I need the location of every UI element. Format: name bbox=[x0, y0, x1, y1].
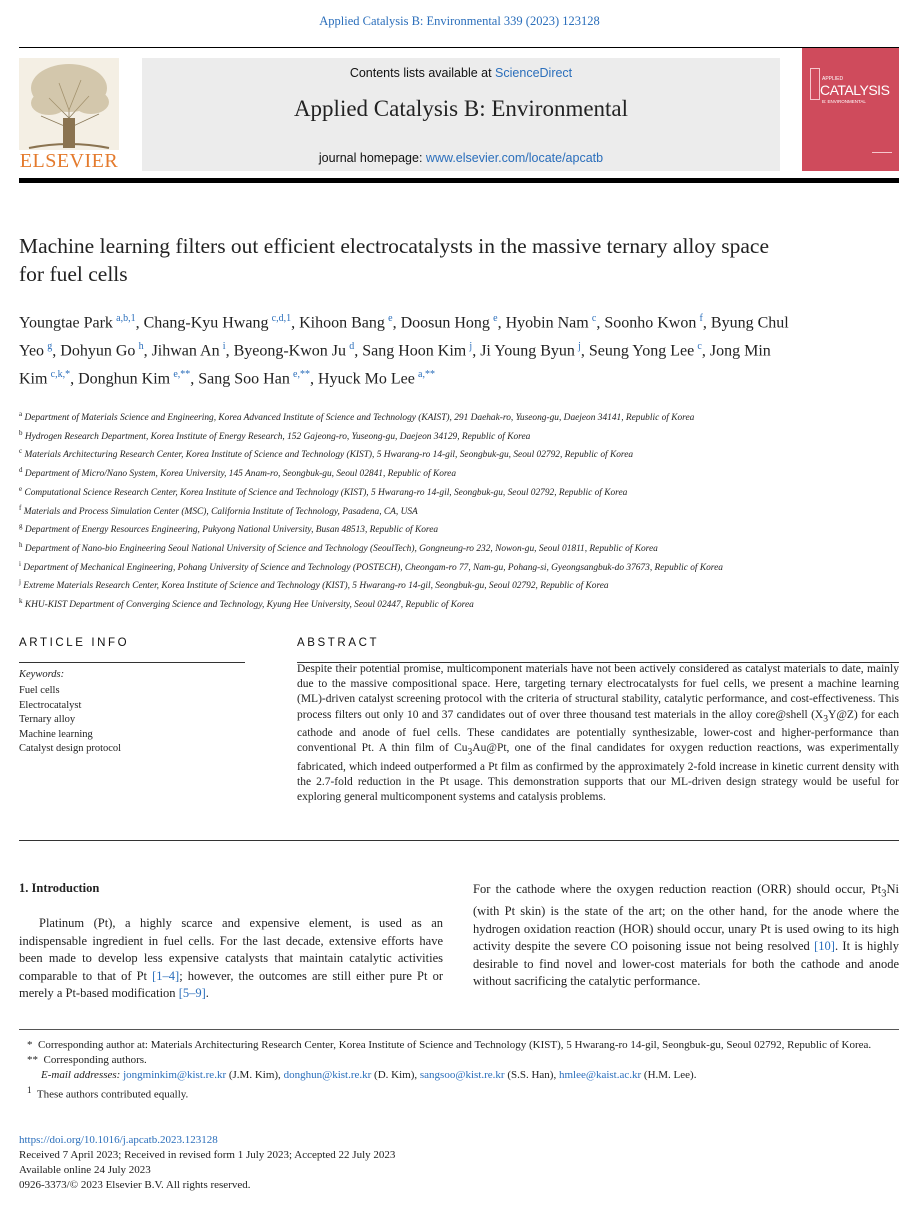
doi-link[interactable]: https://doi.org/10.1016/j.apcatb.2023.123128 bbox=[19, 1134, 218, 1146]
email-owner: (H.M. Lee). bbox=[641, 1069, 697, 1081]
header-top-rule bbox=[19, 47, 899, 48]
reference-link-5-9[interactable]: [5–9] bbox=[178, 986, 206, 1000]
available-online: Available online 24 July 2023 bbox=[19, 1164, 151, 1176]
keywords-label: Keywords: bbox=[19, 669, 65, 680]
email-owner: (D. Kim), bbox=[371, 1069, 420, 1081]
affiliation-key: i bbox=[19, 559, 21, 568]
header-bottom-rule bbox=[19, 178, 899, 183]
affiliation-item bbox=[19, 463, 789, 482]
author-separator: , bbox=[701, 342, 710, 360]
author-separator: , bbox=[135, 314, 144, 332]
footnote-email-addresses bbox=[19, 1068, 899, 1083]
abstract-sub-2: 3 bbox=[467, 746, 473, 758]
keyword-item: Catalyst design protocol bbox=[19, 743, 122, 755]
homepage-prefix: journal homepage: bbox=[318, 151, 426, 165]
email-owner: (S.S. Han), bbox=[504, 1069, 559, 1081]
affiliation-item bbox=[19, 501, 789, 520]
author-separator: , bbox=[392, 314, 401, 332]
affiliation-text: Department of Nano-bio Engineering Seoul National University of Science and Technology (SeoulTech), Gongneung-ro 232, Nowon-gu, Seoul 01811, Republic of Korea bbox=[24, 544, 658, 555]
author-name: Dohyun Go bbox=[60, 342, 136, 360]
article-title: Machine learning filters out efficient electrocatalysts in the massive ternary alloy space for fuel cells bbox=[19, 234, 770, 286]
keyword-item: Fuel cells bbox=[19, 685, 60, 696]
cover-subtitle: B: ENVIRONMENTAL bbox=[822, 99, 866, 104]
author-name: Chang-Kyu Hwang bbox=[143, 314, 269, 332]
author-affiliation-marker[interactable]: j bbox=[469, 340, 473, 352]
email-link[interactable]: hmlee@kaist.ac.kr bbox=[558, 1069, 642, 1081]
reference-link-10[interactable]: [10] bbox=[814, 939, 835, 953]
affiliation-item bbox=[19, 444, 789, 463]
author-name: Doosun Hong bbox=[400, 314, 490, 332]
affiliation-text: Department of Mechanical Engineering, Pohang University of Science and Technology (POSTECH), Cheongam-ro 77, Nam-gu, Pohang-si, Gyeongsangbuk-do 37673, Republic of Korea bbox=[23, 562, 723, 573]
author-affiliation-marker[interactable]: j bbox=[578, 340, 581, 352]
author-affiliation-marker[interactable]: i bbox=[222, 340, 226, 352]
footnote-star-mark: * bbox=[27, 1039, 33, 1051]
author-separator: , bbox=[354, 342, 363, 360]
author-name: Jong Min Kim bbox=[19, 342, 771, 387]
affiliation-item bbox=[19, 407, 789, 426]
author-affiliation-marker[interactable]: e,** bbox=[293, 368, 310, 380]
affiliation-list bbox=[19, 407, 789, 613]
author-affiliation-marker[interactable]: e,** bbox=[173, 368, 191, 380]
journal-homepage-link[interactable]: www.elsevier.com/locate/apcatb bbox=[425, 151, 604, 165]
author-name: Jihwan An bbox=[151, 342, 220, 360]
author-name: Hyobin Nam bbox=[505, 314, 589, 332]
author-name: Seung Yong Lee bbox=[588, 342, 695, 360]
author-affiliation-marker[interactable]: g bbox=[47, 340, 53, 352]
intro-right-sub: 3 bbox=[881, 888, 887, 900]
affiliation-key: j bbox=[19, 578, 21, 587]
publisher-name: ELSEVIER bbox=[19, 150, 119, 172]
affiliation-text: Computational Science Research Center, Korea Institute of Science and Technology (KIST), 5 Hwarang-ro 14-gil, Seongbuk-gu, Seoul 02792, Republic of Korea bbox=[24, 488, 628, 498]
author-affiliation-marker[interactable]: e bbox=[388, 313, 393, 324]
cover-line bbox=[872, 152, 892, 153]
author-name: Soonho Kwon bbox=[604, 314, 697, 332]
affiliation-item bbox=[19, 594, 789, 613]
email-link[interactable]: sangsoo@kist.re.kr bbox=[419, 1069, 505, 1081]
footnote-corresponding-authors bbox=[19, 1053, 899, 1068]
intro-right-text-a: For the cathode where the oxygen reduction reaction (ORR) should occur, Pt bbox=[473, 882, 882, 896]
keyword-item: Ternary alloy bbox=[19, 714, 76, 726]
abstract-part-1: Despite their potential promise, multicomponent materials have not been actively considered as catalyst materials to date, mainly due to the massive compositional space. Here, targeting ternary electrocatalysts for fuel cells, we present a machine learning (ML)-driven catalyst screening protocol with the criteria of structural stability, catalytic performance, and cost-effectiveness. This process filters out only 10 and 37 candidates out of over three thousand test materials in the alloy core@shell (X bbox=[297, 663, 899, 721]
author-name: Youngtae Park bbox=[19, 314, 113, 332]
abstract-heading: ABSTRACT bbox=[297, 637, 380, 649]
journal-cover-thumbnail[interactable] bbox=[802, 48, 899, 171]
author-separator: , bbox=[143, 342, 152, 360]
author-separator: , bbox=[225, 342, 234, 360]
author-name: Ji Young Byun bbox=[480, 342, 575, 360]
author-separator: , bbox=[702, 314, 711, 332]
affiliation-item bbox=[19, 482, 789, 501]
email-link[interactable]: jongminkim@kist.re.kr bbox=[123, 1069, 227, 1081]
abstract-part-3: Au@Pt, one of the final candidates for oxygen reduction reactions, was experimentally fabricated, which indeed outperformed a Pt film as confirmed by the approximately 2-fold increase in kinetic current density with the 2.7-fold reduction in the Pt usage. This demonstration supports that our ML-driven design strategy would be useful for exploring general multicomponent systems and catalysis problems. bbox=[297, 742, 899, 804]
author-separator: , bbox=[291, 314, 300, 332]
author-list bbox=[19, 307, 799, 390]
footnote-star-text: Corresponding author at: Materials Architecturing Research Center, Korea Institute of Science and Technology (KIST), 5 Hwarang-ro 14-gil, Seongbuk-gu, Seoul 02792, Republic of Korea. bbox=[38, 1039, 872, 1051]
affiliation-text: KHU-KIST Department of Converging Science and Technology, Kyung Hee University, Seoul 02447, Republic of Korea bbox=[24, 600, 474, 611]
affiliation-item bbox=[19, 575, 789, 594]
author-separator: , bbox=[472, 342, 481, 360]
footnote-equal-contribution bbox=[19, 1083, 899, 1103]
journal-name: Applied Catalysis B: Environmental bbox=[293, 96, 629, 121]
cover-ornament-icon bbox=[810, 68, 820, 100]
author-separator: , bbox=[190, 369, 199, 387]
email-owner: (J.M. Kim), bbox=[226, 1069, 284, 1081]
intro-left-paragraph bbox=[19, 915, 443, 1003]
affiliation-key: b bbox=[19, 428, 23, 437]
footnote-dstar-mark: ** bbox=[27, 1054, 38, 1066]
keyword-list bbox=[19, 684, 121, 757]
journal-banner bbox=[142, 58, 780, 171]
email-link[interactable]: donghun@kist.re.kr bbox=[283, 1069, 372, 1081]
author-name: Kihoon Bang bbox=[299, 314, 385, 332]
author-affiliation-marker[interactable]: d bbox=[349, 340, 355, 352]
author-separator: , bbox=[596, 314, 605, 332]
author-separator: , bbox=[52, 342, 61, 360]
keyword-item: Electrocatalyst bbox=[19, 699, 82, 711]
author-separator: , bbox=[497, 314, 506, 332]
intro-left-text-c: . bbox=[205, 986, 209, 1000]
affiliation-key: k bbox=[19, 597, 23, 606]
intro-right-text-b: Ni (with Pt skin) is the state of the art; on the other hand, for the anode where the hydrogen oxidation reaction (HOR) should occur, unary Pt is used owing to its high activity despite the severe CO poisoning issue not being resolved bbox=[473, 882, 899, 953]
author-separator: , bbox=[70, 369, 79, 387]
abstract-sub-1: 3 bbox=[823, 712, 829, 724]
author-affiliation-marker[interactable]: c bbox=[591, 313, 597, 324]
abstract-text bbox=[297, 662, 899, 805]
author-name: Sang Hoon Kim bbox=[362, 342, 467, 360]
introduction-heading: 1. Introduction bbox=[19, 881, 100, 895]
affiliation-item bbox=[19, 426, 789, 445]
contents-prefix: Contents lists available at bbox=[349, 66, 496, 80]
author-name: Hyuck Mo Lee bbox=[317, 369, 415, 387]
author-affiliation-marker[interactable]: h bbox=[138, 340, 144, 352]
affiliation-item bbox=[19, 519, 789, 538]
author-affiliation-marker[interactable]: f bbox=[699, 313, 703, 324]
footnotes bbox=[19, 1038, 899, 1103]
intro-left-text-a: Platinum (Pt), a highly scarce and expensive element, is used as an indispensable ingredient in fuel cells. For the last decade, extensive efforts have been made to develop less expensive catalysts that maintain catalytic activities comparable to that of Pt bbox=[19, 916, 443, 983]
cover-title: CATALYSIS bbox=[820, 82, 890, 98]
footnote-rule bbox=[19, 1029, 899, 1030]
author-affiliation-marker[interactable]: a,b,1 bbox=[116, 313, 136, 324]
author-name: Sang Soo Han bbox=[198, 369, 290, 387]
affiliation-key: c bbox=[19, 447, 23, 456]
affiliation-text: Department of Materials Science and Engineering, Korea Advanced Institute of Science and Technology (KAIST), 291 Daehak-ro, Yuseong-gu, Daejeon 34141, Republic of Korea bbox=[24, 413, 695, 424]
author-affiliation-marker[interactable]: a,** bbox=[418, 368, 435, 380]
intro-left-text-b: ; however, the outcomes are still either pure Pt or merely a Pt-based modification bbox=[19, 968, 443, 1000]
sciencedirect-link[interactable]: ScienceDirect bbox=[495, 66, 573, 80]
author-name: Donghun Kim bbox=[78, 369, 171, 387]
homepage-line bbox=[142, 151, 780, 165]
affiliation-text: Extreme Materials Research Center, Korea Institute of Science and Technology (KIST), 5 Hwarang-ro 14-gil, Seongbuk-gu, Seoul 02792, Republic of Korea bbox=[23, 581, 609, 592]
article-info-rule bbox=[19, 662, 245, 663]
affiliation-key: f bbox=[19, 503, 22, 512]
affiliation-item bbox=[19, 557, 789, 576]
author-separator: , bbox=[309, 369, 318, 387]
cover-small-label: APPLIED bbox=[822, 76, 844, 82]
publication-info bbox=[19, 1133, 899, 1193]
footnote-one-mark: 1 bbox=[27, 1085, 32, 1095]
received-dates: Received 7 April 2023; Received in revised form 1 July 2023; Accepted 22 July 2023 bbox=[19, 1149, 396, 1161]
abstract-bottom-rule bbox=[19, 840, 899, 841]
affiliation-text: Department of Energy Resources Engineering, Pukyong National University, Busan 48513, Republic of Korea bbox=[24, 525, 439, 536]
keyword-item: Machine learning bbox=[19, 728, 93, 740]
affiliation-key: d bbox=[19, 466, 23, 475]
author-affiliation-marker[interactable]: c bbox=[697, 340, 702, 352]
reference-link-1-4[interactable]: [1–4] bbox=[152, 968, 180, 983]
intro-right-text-c: . It is highly desirable to find novel and lower-cost materials for both the cathode and anode without sacrificing the catalytic performance. bbox=[473, 939, 899, 988]
author-name: Byeong-Kwon Ju bbox=[233, 342, 346, 360]
affiliation-key: e bbox=[19, 484, 23, 493]
affiliation-item bbox=[19, 538, 789, 557]
author-affiliation-marker[interactable]: c,d,1 bbox=[271, 313, 292, 324]
affiliation-text: Hydrogen Research Department, Korea Institute of Energy Research, 152 Gajeong-ro, Yuseong-gu, Daejeon 34129, Republic of Korea bbox=[24, 431, 531, 442]
author-name: Byung Chul Yeo bbox=[19, 314, 789, 360]
footnote-dstar-text: Corresponding authors. bbox=[43, 1054, 147, 1066]
journal-citation[interactable]: Applied Catalysis B: Environmental 339 (2023) 123128 bbox=[319, 14, 600, 28]
abstract-part-2: Y@Z) for each cathode and anode of fuel cells. These candidates are potentially synthesizable, lower-cost and higher-performance than conventional Pt. A thin film of Cu bbox=[297, 708, 899, 755]
footnote-corresponding bbox=[19, 1038, 899, 1053]
copyright: 0926-3373/© 2023 Elsevier B.V. All rights reserved. bbox=[19, 1179, 251, 1191]
author-affiliation-marker[interactable]: c,k,* bbox=[50, 368, 71, 380]
intro-right-paragraph bbox=[473, 881, 899, 991]
article-info-heading: ARTICLE INFO bbox=[19, 637, 130, 649]
affiliation-key: h bbox=[19, 541, 23, 550]
affiliation-text: Materials Architecturing Research Center, Korea Institute of Science and Technology (KIST), 5 Hwarang-ro 14-gil, Seongbuk-gu, Seoul 02792, Republic of Korea bbox=[24, 450, 634, 461]
affiliation-key: a bbox=[19, 410, 23, 418]
affiliation-text: Materials and Process Simulation Center (MSC), California Institute of Technology, Pasadena, CA, USA bbox=[23, 506, 418, 517]
contents-line bbox=[142, 66, 780, 80]
affiliation-key: g bbox=[19, 522, 23, 531]
footnote-one-text: These authors contributed equally. bbox=[36, 1088, 189, 1101]
author-affiliation-marker[interactable]: e bbox=[493, 313, 498, 324]
author-separator: , bbox=[580, 342, 589, 360]
email-label: E-mail addresses: bbox=[41, 1069, 121, 1081]
affiliation-text: Department of Micro/Nano System, Korea University, 145 Anam-ro, Seongbuk-gu, Seoul 02841, Republic of Korea bbox=[24, 469, 457, 480]
